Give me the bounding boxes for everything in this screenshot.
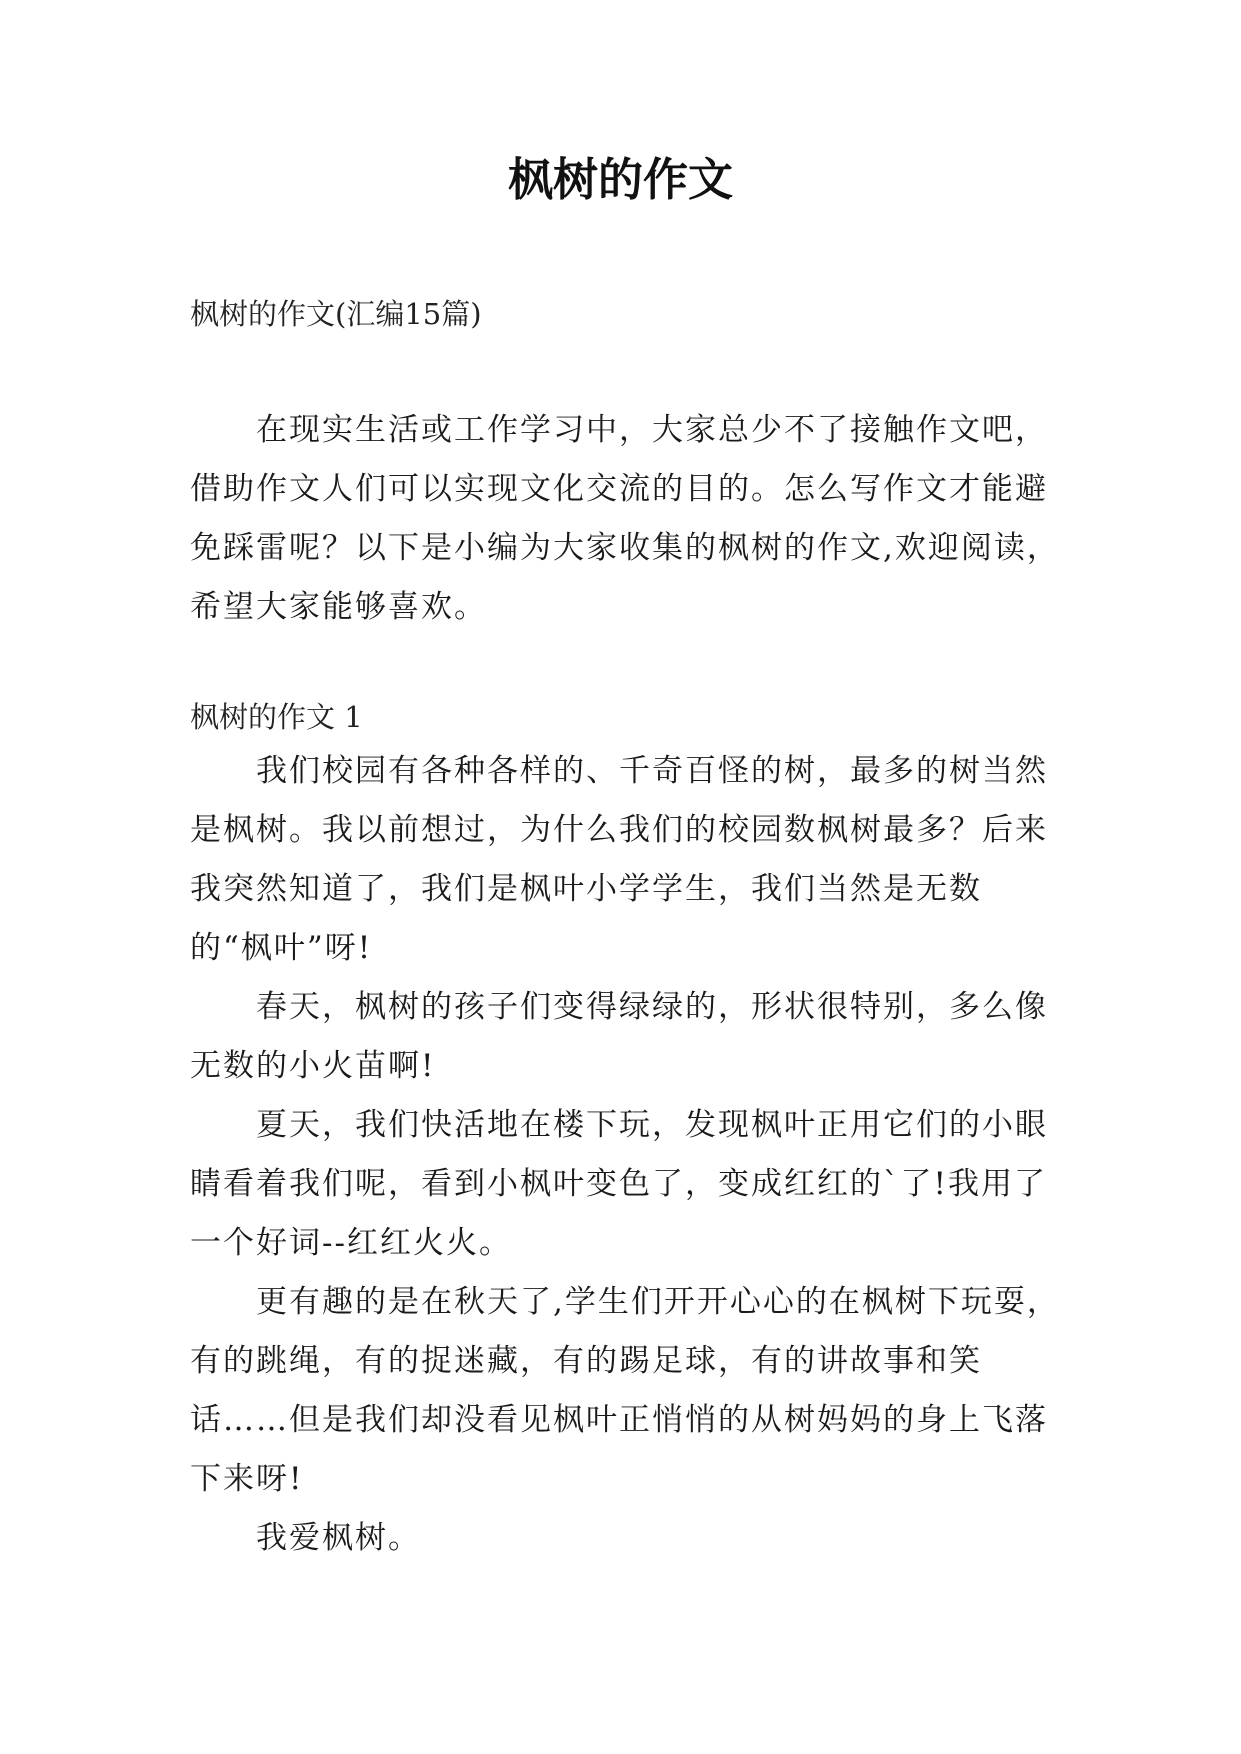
intro-section	[190, 401, 1060, 637]
essay-paragraph-4: 更有趣的是在秋天了,学生们开开心心的在枫树下玩耍，有的跳绳，有的捉迷藏，有的踢足球，有的讲故事和笑话……但是我们却没看见枫叶正悄悄的从树妈妈的身上飞落下来呀!	[190, 1284, 1060, 1497]
essay-body	[190, 742, 1060, 1568]
essay-paragraph-1: 我们校园有各种各样的、千奇百怪的树，最多的树当然是枫树。我以前想过，为什么我们的校园数枫树最多？后来我突然知道了，我们是枫叶小学学生，我们当然是无数的“枫叶”呀!	[190, 753, 1048, 966]
document-title: 枫树的作文	[507, 153, 733, 206]
essay-heading: 枫树的作文 1	[190, 700, 363, 734]
essay-paragraph-2: 春天，枫树的孩子们变得绿绿的，形状很特别，多么像无数的小火苗啊!	[190, 989, 1048, 1084]
essay-paragraph-3: 夏天，我们快活地在楼下玩，发现枫叶正用它们的小眼睛看着我们呢，看到小枫叶变色了，变成红红的`了!我用了一个好词--红红火火。	[190, 1107, 1048, 1261]
intro-paragraph: 在现实生活或工作学习中，大家总少不了接触作文吧，借助作文人们可以实现文化交流的目的。怎么写作文才能避免踩雷呢？以下是小编为大家收集的枫树的作文,欢迎阅读，希望大家能够喜欢。	[190, 412, 1060, 625]
document-subtitle: 枫树的作文(汇编15篇)	[190, 297, 482, 331]
essay-paragraph-5: 我爱枫树。	[256, 1520, 421, 1556]
